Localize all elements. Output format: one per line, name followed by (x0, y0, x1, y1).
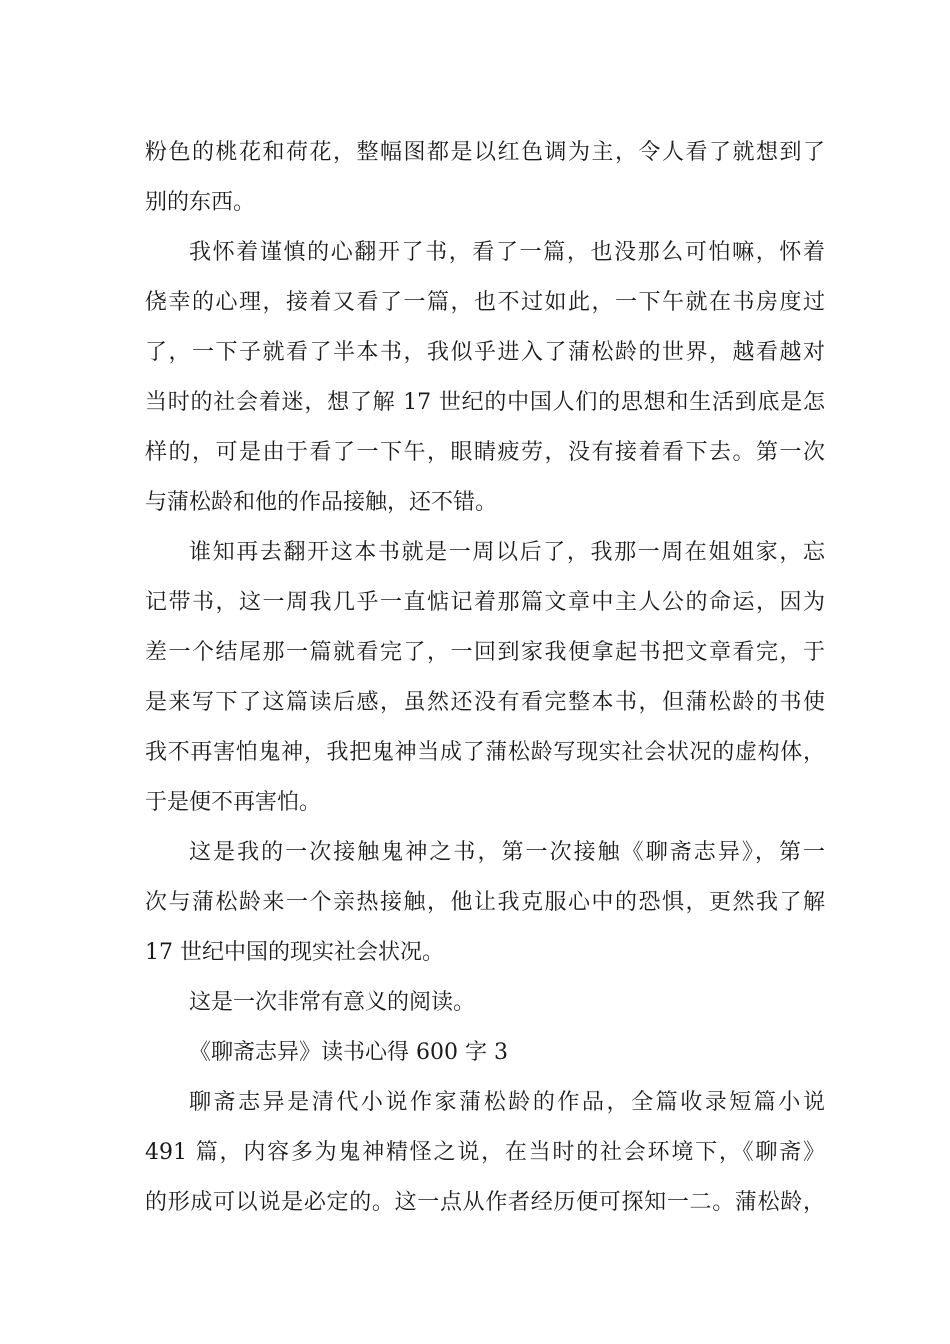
text-line: 了，一下子就看了半本书，我似乎进入了蒲松龄的世界，越看越对 (145, 340, 825, 365)
text-line: 记带书，这一周我几乎一直惦记着那篇文章中主人公的命运，因为 (145, 590, 825, 615)
text-line: 别的东西。 (145, 190, 256, 215)
text-line: 次与蒲松龄来一个亲热接触，他让我克服心中的恐惧，更然我了解 (145, 890, 825, 915)
document-body (145, 128, 825, 1228)
text-line: 粉色的桃花和荷花，整幅图都是以红色调为主，令人看了就想到了 (145, 140, 825, 165)
paragraph-line: 这是一次非常有意义的阅读。 (189, 990, 476, 1015)
text-line: 侥幸的心理，接着又看了一篇，也不过如此，一下午就在书房度过 (145, 290, 825, 315)
text-line: 的形成可以说是必定的。这一点从作者经历便可探知一二。蒲松龄， (145, 1190, 825, 1215)
paragraph-start-line: 我怀着谨慎的心翻开了书，看了一篇，也没那么可怕嘛，怀着 (189, 240, 825, 265)
text-line: 样的，可是由于看了一下午，眼睛疲劳，没有接着看下去。第一次 (145, 440, 825, 465)
text-line: 我不再害怕鬼神，我把鬼神当成了蒲松龄写现实社会状况的虚构体， (145, 740, 825, 765)
text-line: 当时的社会着迷，想了解 17 世纪的中国人们的思想和生活到底是怎 (145, 390, 825, 415)
text-line: 于是便不再害怕。 (145, 790, 322, 815)
text-line: 17 世纪中国的现实社会状况。 (145, 940, 444, 965)
text-line: 差一个结尾那一篇就看完了，一回到家我便拿起书把文章看完，于 (145, 640, 825, 665)
paragraph-start-line: 谁知再去翻开这本书就是一周以后了，我那一周在姐姐家，忘 (189, 540, 825, 565)
text-line: 与蒲松龄和他的作品接触，还不错。 (145, 490, 498, 515)
section-title: 《聊斋志异》读书心得 600 字 3 (189, 1040, 508, 1065)
paragraph-start-line: 聊斋志异是清代小说作家蒲松龄的作品，全篇收录短篇小说 (189, 1090, 825, 1115)
text-line: 491 篇，内容多为鬼神精怪之说，在当时的社会环境下，《聊斋》 (145, 1140, 825, 1165)
text-line: 是来写下了这篇读后感，虽然还没有看完整本书，但蒲松龄的书使 (145, 690, 825, 715)
paragraph-start-line: 这是我的一次接触鬼神之书，第一次接触《聊斋志异》，第一 (189, 840, 825, 865)
